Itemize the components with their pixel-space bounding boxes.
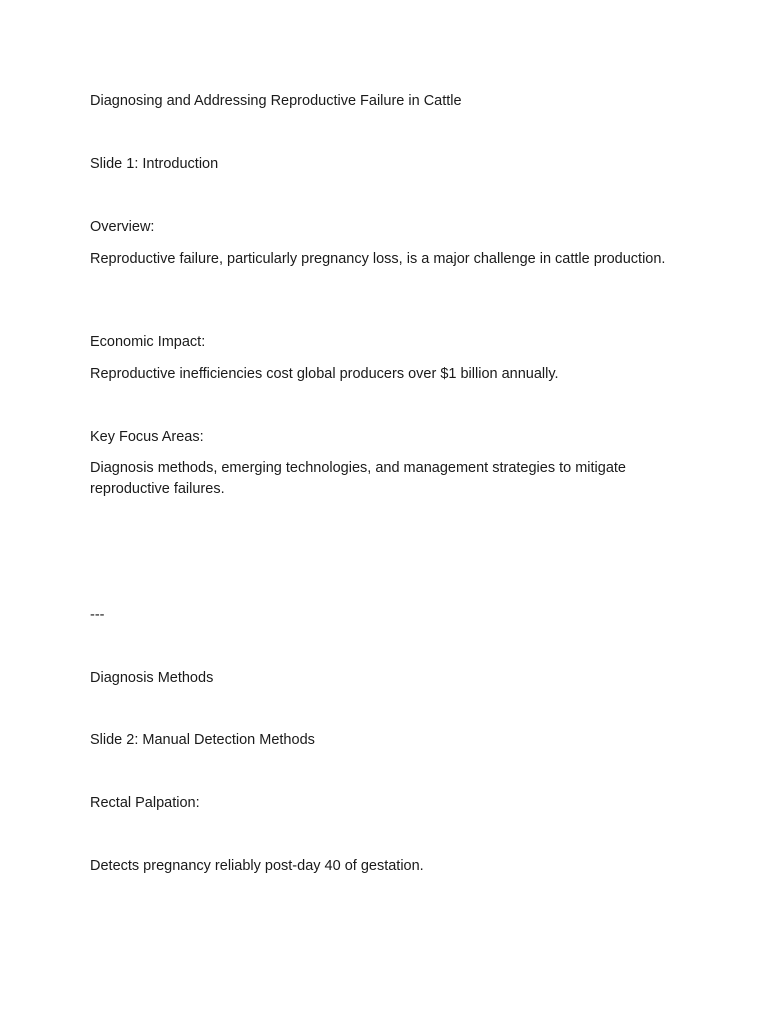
slide1-heading: Slide 1: Introduction (90, 156, 219, 172)
economic-impact-label: Economic Impact: (90, 334, 206, 350)
rectal-palpation-label: Rectal Palpation: (90, 795, 200, 811)
overview-label: Overview: (90, 219, 155, 235)
document-title: Diagnosing and Addressing Reproductive Failure in Cattle (90, 93, 462, 109)
economic-impact-text: Reproductive inefficiencies cost global producers over $1 billion annually. (90, 366, 559, 382)
slide2-heading: Slide 2: Manual Detection Methods (90, 732, 315, 748)
diagnosis-methods-heading: Diagnosis Methods (90, 670, 214, 686)
key-focus-label: Key Focus Areas: (90, 429, 204, 445)
rectal-palpation-text: Detects pregnancy reliably post-day 40 of gestation. (90, 858, 424, 874)
overview-text: Reproductive failure, particularly pregnancy loss, is a major challenge in cattle production. (90, 251, 666, 267)
section-separator: --- (90, 607, 105, 623)
key-focus-text: Diagnosis methods, emerging technologies, and management strategies to mitigate reproductive failures. (90, 460, 626, 497)
